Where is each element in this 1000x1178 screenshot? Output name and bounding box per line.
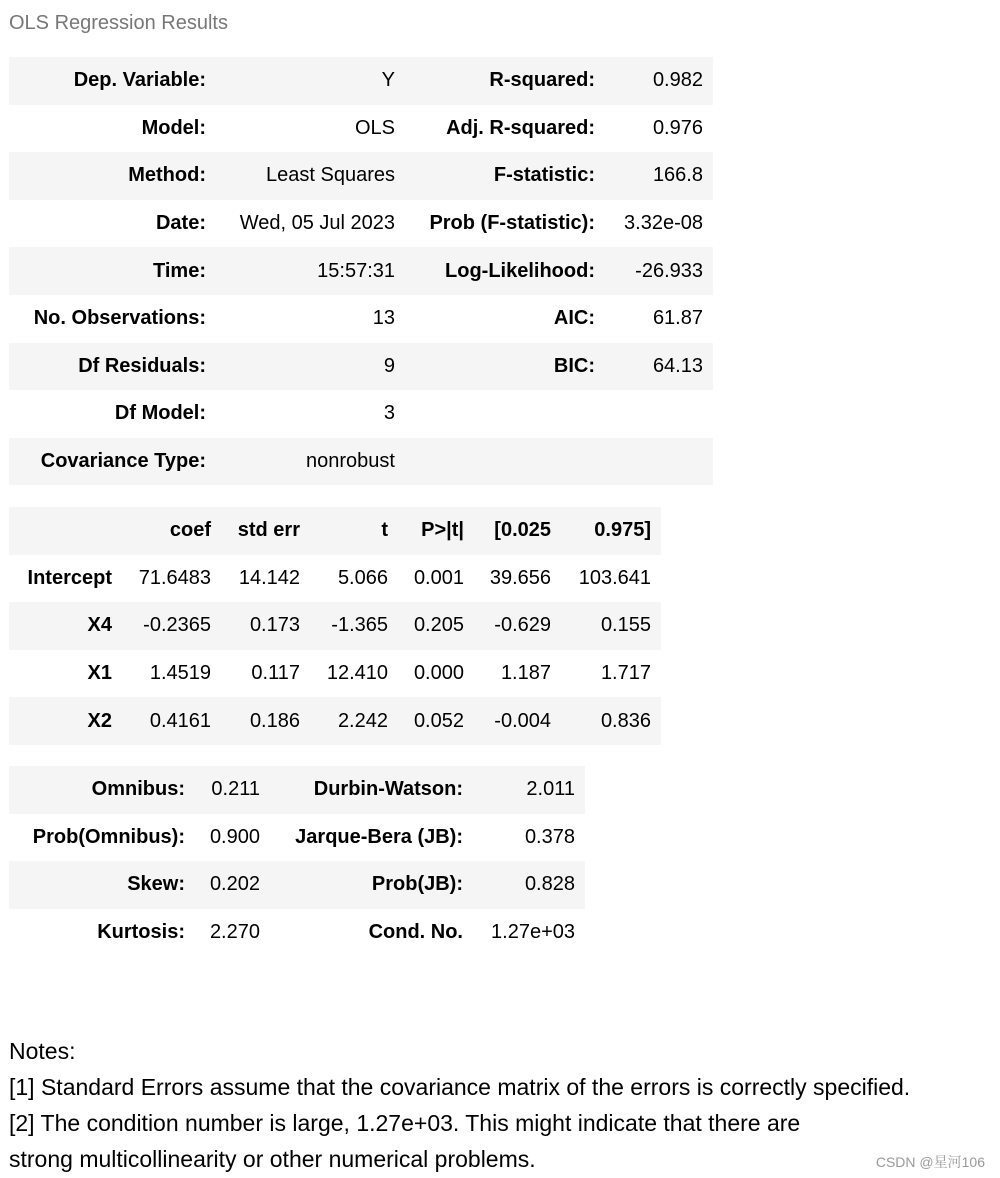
coef-value: 71.6483 bbox=[138, 566, 211, 589]
summary-value: 3.32e-08 bbox=[624, 212, 703, 235]
diag-label: Prob(Omnibus): bbox=[32, 825, 185, 848]
coef-value: 0.155 bbox=[600, 614, 651, 637]
coef-value: 0.205 bbox=[413, 614, 464, 637]
coef-term: X1 bbox=[87, 662, 112, 685]
summary-value: 0.982 bbox=[652, 69, 703, 92]
coef-term: Intercept bbox=[27, 566, 112, 589]
summary-label: Covariance Type: bbox=[40, 450, 206, 473]
coef-value: 0.117 bbox=[251, 662, 300, 685]
summary-value: OLS bbox=[354, 116, 395, 139]
coef-header-cell: P>|t| bbox=[421, 519, 464, 542]
summary-label: Dep. Variable: bbox=[73, 69, 206, 92]
coefficients-table bbox=[9, 507, 661, 745]
summary-label: Log-Likelihood: bbox=[445, 259, 595, 282]
coef-value: 1.717 bbox=[600, 662, 651, 685]
summary-value: 0.976 bbox=[652, 116, 703, 139]
diag-value: 0.828 bbox=[524, 873, 575, 896]
summary-value: 166.8 bbox=[652, 164, 703, 187]
coef-value: -1.365 bbox=[331, 614, 388, 637]
diag-row bbox=[9, 861, 585, 909]
diag-row bbox=[9, 814, 585, 862]
coef-value: 14.142 bbox=[238, 566, 300, 589]
model-summary-table bbox=[9, 57, 713, 485]
summary-label bbox=[405, 390, 605, 438]
diag-row bbox=[9, 909, 585, 957]
coef-row bbox=[9, 697, 661, 745]
summary-label: Date: bbox=[155, 212, 206, 235]
summary-row bbox=[9, 247, 713, 295]
coef-value: 0.186 bbox=[249, 709, 300, 732]
coef-header-cell: std err bbox=[237, 519, 300, 542]
summary-row bbox=[9, 295, 713, 343]
coef-header-row bbox=[9, 507, 661, 555]
diag-value: 0.900 bbox=[209, 825, 260, 848]
coef-header-cell: [0.025 bbox=[494, 519, 551, 542]
summary-value bbox=[605, 390, 713, 438]
notes-heading: Notes: bbox=[9, 1038, 76, 1064]
summary-row bbox=[9, 438, 713, 486]
summary-row bbox=[9, 343, 713, 391]
summary-label: BIC: bbox=[553, 354, 595, 377]
coef-value: 5.066 bbox=[337, 566, 388, 589]
summary-label: Prob (F-statistic): bbox=[429, 212, 595, 235]
note-line: strong multicollinearity or other numerical problems. bbox=[9, 1146, 536, 1172]
note-line: [1] Standard Errors assume that the covariance matrix of the errors is correctly specified. bbox=[9, 1074, 911, 1100]
summary-value: 9 bbox=[383, 354, 395, 377]
summary-value: 13 bbox=[372, 307, 395, 330]
coef-value: 12.410 bbox=[326, 662, 388, 685]
notes-section bbox=[9, 1033, 910, 1177]
summary-label: Df Residuals: bbox=[78, 354, 206, 377]
coef-value: 0.173 bbox=[249, 614, 300, 637]
summary-value bbox=[605, 438, 713, 486]
coef-value: 1.187 bbox=[500, 662, 551, 685]
note-line: [2] The condition number is large, 1.27e+03. This might indicate that there are bbox=[9, 1110, 801, 1136]
coef-value: 0.4161 bbox=[149, 709, 211, 732]
summary-row bbox=[9, 390, 713, 438]
coef-header-cell bbox=[9, 507, 122, 555]
summary-label: No. Observations: bbox=[33, 307, 206, 330]
summary-value: 61.87 bbox=[652, 307, 703, 330]
summary-value: Y bbox=[381, 69, 395, 92]
summary-label: Time: bbox=[153, 259, 206, 282]
summary-label bbox=[405, 438, 605, 486]
coef-value: 2.242 bbox=[337, 709, 388, 732]
diag-label: Jarque-Bera (JB): bbox=[295, 825, 463, 848]
summary-value: 64.13 bbox=[652, 354, 703, 377]
summary-value: 15:57:31 bbox=[317, 259, 395, 282]
diag-label: Prob(JB): bbox=[371, 873, 463, 896]
coef-header-cell: t bbox=[381, 519, 388, 542]
coef-value: -0.629 bbox=[494, 614, 551, 637]
coef-row bbox=[9, 602, 661, 650]
diag-label: Omnibus: bbox=[91, 778, 185, 801]
summary-value: 3 bbox=[383, 402, 395, 425]
summary-value: -26.933 bbox=[635, 259, 703, 282]
diag-value: 1.27e+03 bbox=[491, 921, 575, 944]
diag-value: 0.378 bbox=[524, 825, 575, 848]
summary-value: Least Squares bbox=[266, 164, 395, 187]
summary-label: Adj. R-squared: bbox=[446, 116, 595, 139]
coef-value: 39.656 bbox=[489, 566, 551, 589]
coef-value: 0.836 bbox=[600, 709, 651, 732]
results-caption: OLS Regression Results bbox=[9, 12, 228, 34]
summary-label: F-statistic: bbox=[493, 164, 595, 187]
summary-row bbox=[9, 57, 713, 105]
coef-header-cell: 0.975] bbox=[594, 519, 651, 542]
coef-row bbox=[9, 650, 661, 698]
diagnostics-table bbox=[9, 766, 585, 956]
summary-label: R-squared: bbox=[489, 69, 595, 92]
summary-label: Df Model: bbox=[114, 402, 206, 425]
coef-value: 1.4519 bbox=[149, 662, 211, 685]
coef-value: 0.000 bbox=[413, 662, 464, 685]
diag-label: Cond. No. bbox=[368, 921, 463, 944]
coef-value: 0.052 bbox=[413, 709, 464, 732]
summary-label: Method: bbox=[128, 164, 206, 187]
coef-value: 0.001 bbox=[413, 566, 464, 589]
coef-value: -0.2365 bbox=[143, 614, 211, 637]
diag-value: 2.011 bbox=[526, 778, 575, 801]
coef-header-cell: coef bbox=[169, 519, 211, 542]
summary-value: Wed, 05 Jul 2023 bbox=[239, 212, 395, 235]
coef-term: X2 bbox=[87, 709, 112, 732]
coef-term: X4 bbox=[87, 614, 112, 637]
diag-label: Kurtosis: bbox=[97, 921, 185, 944]
diag-row bbox=[9, 766, 585, 814]
diag-label: Skew: bbox=[127, 873, 185, 896]
summary-row bbox=[9, 200, 713, 248]
diag-label: Durbin-Watson: bbox=[313, 778, 463, 801]
summary-row bbox=[9, 152, 713, 200]
coef-row bbox=[9, 555, 661, 603]
diag-value: 2.270 bbox=[209, 921, 260, 944]
diag-value: 0.211 bbox=[211, 778, 260, 801]
coef-value: -0.004 bbox=[494, 709, 551, 732]
summary-value: nonrobust bbox=[306, 450, 395, 473]
diag-value: 0.202 bbox=[209, 873, 260, 896]
summary-label: AIC: bbox=[553, 307, 595, 330]
coef-value: 103.641 bbox=[578, 566, 651, 589]
summary-label: Model: bbox=[141, 116, 206, 139]
watermark: CSDN @星河106 bbox=[875, 1154, 985, 1170]
summary-row bbox=[9, 105, 713, 153]
